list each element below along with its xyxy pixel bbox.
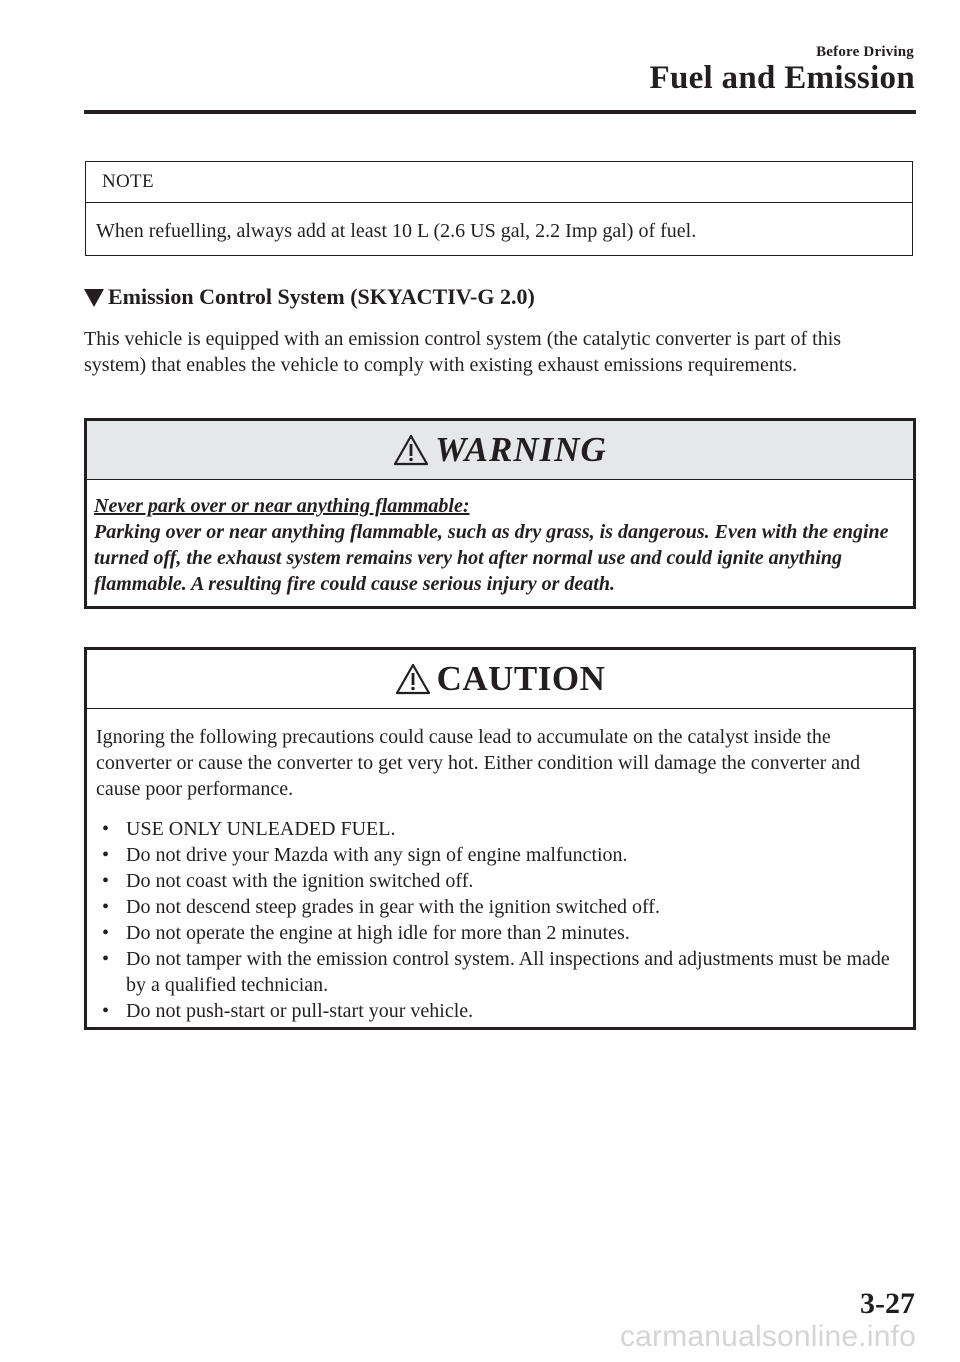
bullet: • <box>102 818 110 840</box>
caution-intro: Ignoring the following precautions could cause lead to accumulate on the catalyst inside the converter or cause the converter to get very hot. Either condition will damage the converter and cause poor performance. <box>96 726 861 800</box>
section-heading <box>84 284 535 310</box>
note-box <box>85 161 913 256</box>
list-item <box>102 894 902 920</box>
warning-box <box>84 418 916 609</box>
header-divider <box>84 110 916 114</box>
caution-triangle-icon <box>395 663 431 695</box>
note-title: NOTE <box>86 162 912 203</box>
warning-body <box>94 493 894 597</box>
warning-triangle-icon <box>393 434 429 466</box>
header-title: Fuel and Emission <box>649 60 915 96</box>
note-body: When refuelling, always add at least 10 L (2.6 US gal, 2.2 Imp gal) of fuel. <box>96 220 697 242</box>
warning-header <box>87 421 913 480</box>
list-item-text: USE ONLY UNLEADED FUEL. <box>126 818 396 840</box>
bullet: • <box>102 844 110 866</box>
caution-list <box>102 816 902 1024</box>
caution-header <box>87 650 913 709</box>
page-number: 3-27 <box>860 1287 915 1320</box>
bullet: • <box>102 896 110 918</box>
list-item-text: Do not coast with the ignition switched off. <box>126 870 474 892</box>
list-item-text: Do not tamper with the emission control system. All inspections and adjustments must be made by a qualified technician. <box>126 948 890 996</box>
section-intro: This vehicle is equipped with an emission control system (the catalytic converter is part of this system) that enables the vehicle to comply with existing exhaust emissions requirements. <box>84 328 842 376</box>
list-item-text: Do not drive your Mazda with any sign of engine malfunction. <box>126 844 628 866</box>
warning-lead: Never park over or near anything flammable: <box>94 495 470 517</box>
caution-title: CAUTION <box>436 659 606 698</box>
caution-box <box>84 647 916 1030</box>
bullet: • <box>102 948 110 970</box>
bullet: • <box>102 1000 110 1022</box>
list-item-text: Do not operate the engine at high idle for more than 2 minutes. <box>126 922 630 944</box>
bullet: • <box>102 870 110 892</box>
bullet: • <box>102 922 110 944</box>
list-item <box>102 842 902 868</box>
list-item <box>102 868 902 894</box>
header-section-label: Before Driving <box>816 44 914 60</box>
list-item <box>102 920 902 946</box>
warning-text: Parking over or near anything flammable, such as dry grass, is dangerous. Even with the engine turned off, the exhaust system remains very hot after normal use and could ignite anything flammable. A resulting fire could cause serious injury or death. <box>94 521 889 595</box>
list-item <box>102 946 902 998</box>
down-triangle-icon <box>84 289 104 307</box>
list-item-text: Do not push-start or pull-start your vehicle. <box>126 1000 474 1022</box>
section-heading-text: Emission Control System (SKYACTIV-G 2.0) <box>108 284 535 309</box>
list-item-text: Do not descend steep grades in gear with the ignition switched off. <box>126 896 660 918</box>
watermark: carmanualsonline.info <box>619 1320 916 1353</box>
warning-title: WARNING <box>435 430 607 469</box>
list-item <box>102 998 902 1024</box>
list-item <box>102 816 902 842</box>
